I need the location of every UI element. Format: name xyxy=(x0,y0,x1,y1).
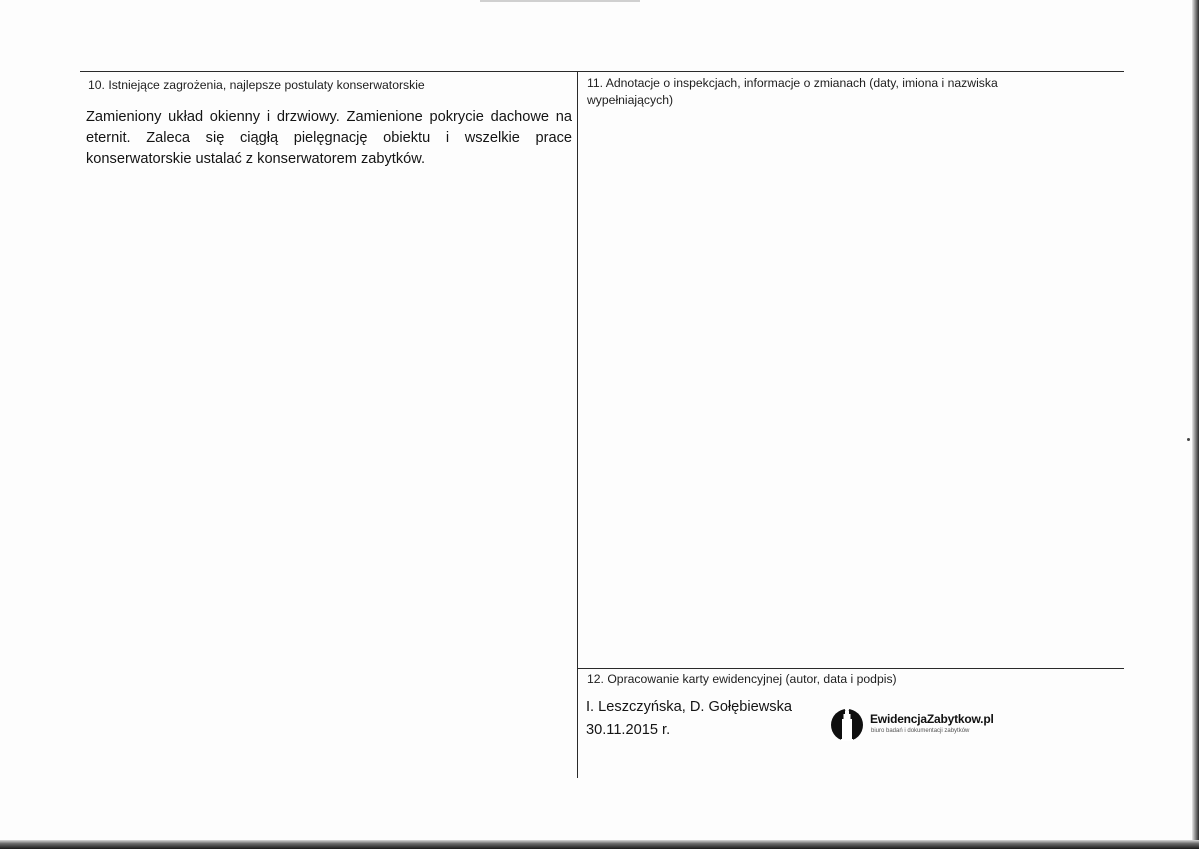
logo-subtitle: biuro badań i dokumentacji zabytków xyxy=(871,728,970,734)
scan-speck xyxy=(1187,438,1190,441)
scan-edge-bottom xyxy=(0,840,1199,849)
section12-authors: I. Leszczyńska, D. Gołębiewska xyxy=(586,699,793,715)
logo-title: EwidencjaZabytkow.pl xyxy=(870,712,994,726)
logo xyxy=(830,705,1000,745)
section12-label: 12. Opracowanie karty ewidencyjnej (autor, data i podpis) xyxy=(587,672,897,686)
scan-edge-right xyxy=(1192,0,1199,849)
section10-text: Zamieniony układ okienny i drzwiowy. Zamienione pokrycie dachowe na eternit. Zaleca się ciągłą pielęgnację obiektu i wszelkie prace konserwatorskie ustalać z konserwatorem zabytków. xyxy=(86,109,572,167)
section11-label: 11. Adnotacje o inspekcjach, informacje o zmianach (daty, imiona i nazwiska wypełniających) xyxy=(587,76,998,107)
section12-date: 30.11.2015 r. xyxy=(586,722,671,738)
section12-rule xyxy=(578,668,1124,669)
scan-artifact-top xyxy=(480,0,640,2)
landmark-silhouette-icon xyxy=(830,705,864,743)
section10-label: 10. Istniejące zagrożenia, najlepsze postulaty konserwatorskie xyxy=(88,78,425,92)
top-rule xyxy=(80,71,1124,72)
column-divider xyxy=(577,71,578,778)
